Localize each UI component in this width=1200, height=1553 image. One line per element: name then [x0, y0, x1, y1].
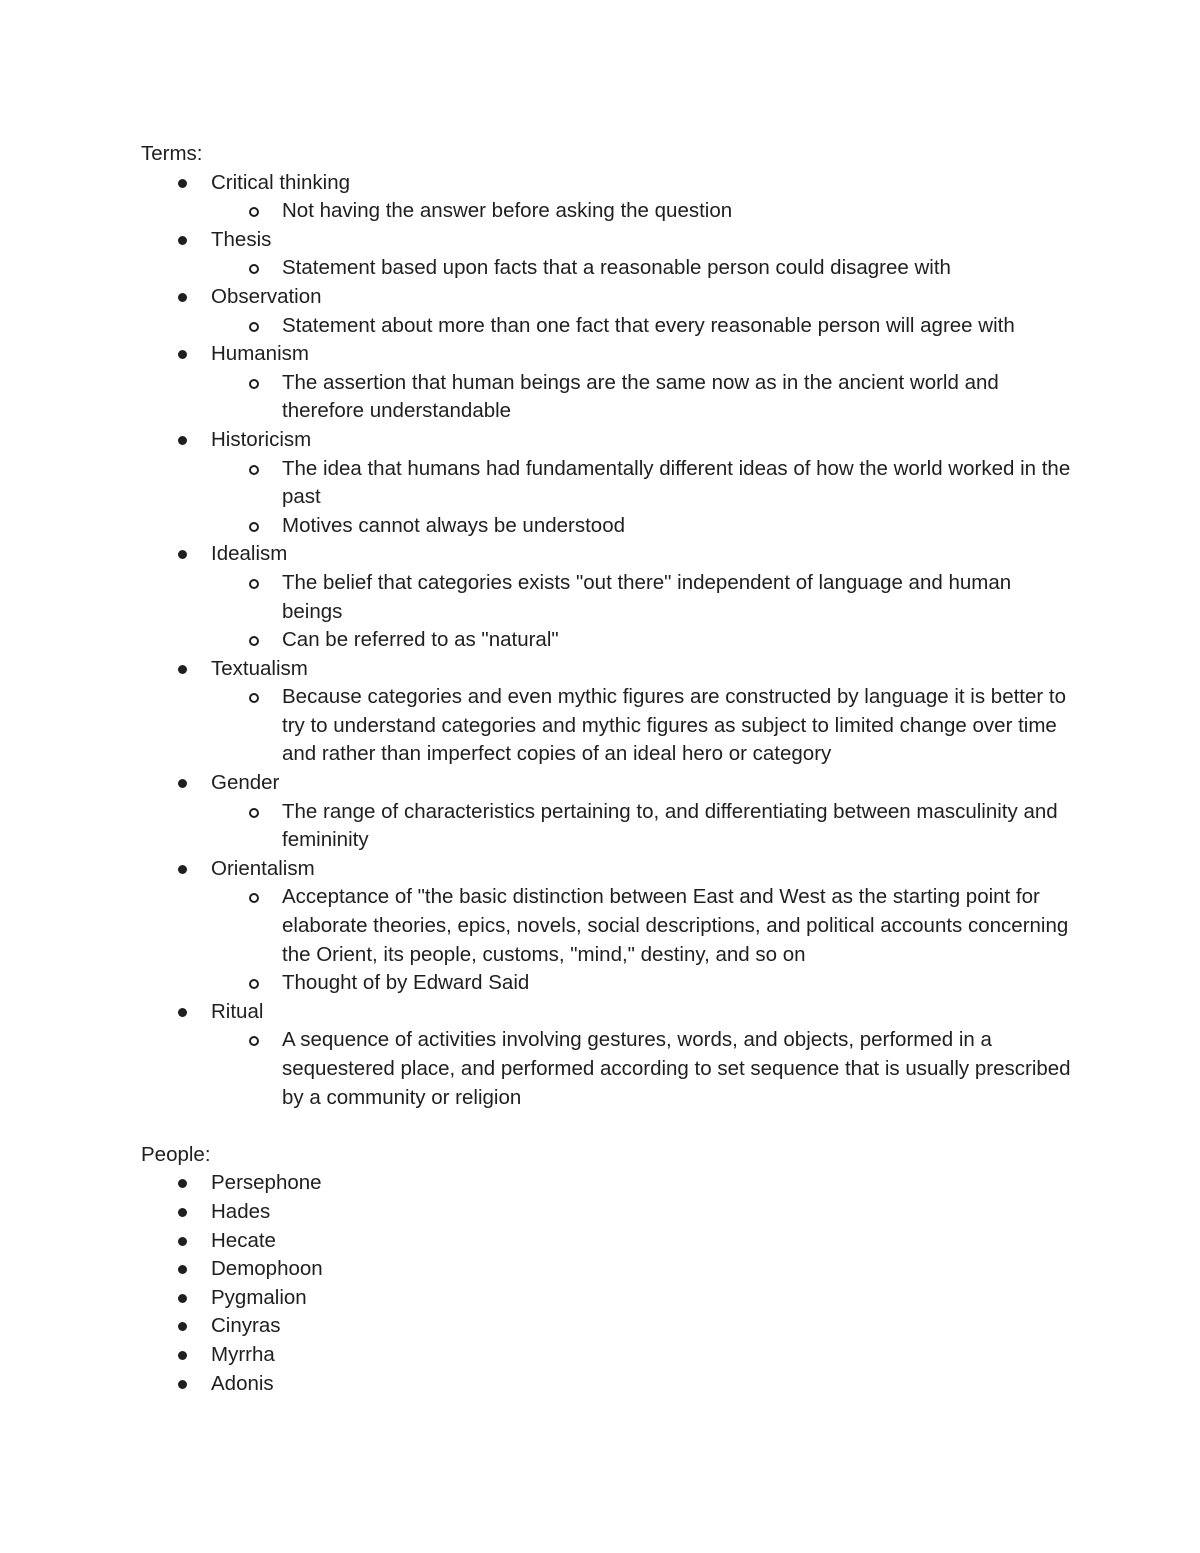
term-item — [141, 655, 1071, 769]
hollow-bullet-icon — [249, 465, 259, 475]
definition-item — [141, 969, 1071, 998]
hollow-bullet-icon — [249, 979, 259, 989]
bullet-icon — [178, 1265, 187, 1274]
term-item — [141, 769, 1071, 855]
definition-list — [211, 569, 1071, 655]
definition-list — [211, 683, 1071, 769]
term-label: Humanism — [211, 342, 309, 366]
bullet-icon — [178, 1179, 187, 1188]
definition-list — [211, 197, 1071, 226]
hollow-bullet-icon — [249, 579, 259, 589]
definition-list — [211, 798, 1071, 855]
definition-item — [141, 1026, 1071, 1112]
person-name: Adonis — [211, 1371, 274, 1395]
person-item — [141, 1198, 1071, 1227]
person-item — [141, 1312, 1071, 1341]
bullet-icon — [178, 350, 187, 359]
definition-text: Thought of by Edward Said — [282, 971, 530, 995]
term-item — [141, 283, 1071, 340]
person-item — [141, 1341, 1071, 1370]
definition-item — [141, 883, 1071, 969]
bullet-icon — [178, 550, 187, 559]
person-name: Demophoon — [211, 1257, 323, 1281]
definition-item — [141, 798, 1071, 855]
definition-text: The idea that humans had fundamentally different ideas of how the world worked in the past — [282, 456, 1071, 509]
hollow-bullet-icon — [249, 1036, 259, 1046]
term-label: Orientalism — [211, 856, 315, 880]
people-list — [141, 1169, 1071, 1398]
definition-item — [141, 369, 1071, 426]
definition-item — [141, 455, 1071, 512]
definition-list — [211, 883, 1071, 997]
term-label: Historicism — [211, 427, 312, 451]
hollow-bullet-icon — [249, 379, 259, 389]
definition-text: Because categories and even mythic figures are constructed by language it is better to try to understand categories and mythic figures as subject to limited change over time and rather than imperfect copies of an ideal hero or category — [282, 685, 1067, 766]
term-item — [141, 998, 1071, 1112]
term-label: Idealism — [211, 542, 288, 566]
definition-text: Statement based upon facts that a reasonable person could disagree with — [282, 256, 951, 280]
person-name: Cinyras — [211, 1314, 281, 1338]
person-name: Pygmalion — [211, 1285, 307, 1309]
terms-section — [141, 140, 1071, 1112]
term-label: Textualism — [211, 656, 308, 680]
definition-list — [211, 312, 1071, 341]
bullet-icon — [178, 779, 187, 788]
definition-list — [211, 369, 1071, 426]
definition-text: Motives cannot always be understood — [282, 513, 626, 537]
definition-item — [141, 512, 1071, 541]
bullet-icon — [178, 179, 187, 188]
terms-heading: Terms: — [141, 142, 203, 165]
bullet-icon — [178, 436, 187, 445]
definition-text: Statement about more than one fact that every reasonable person will agree with — [282, 313, 1015, 337]
definition-item — [141, 569, 1071, 626]
hollow-bullet-icon — [249, 264, 259, 274]
bullet-icon — [178, 1294, 187, 1303]
hollow-bullet-icon — [249, 322, 259, 332]
term-item — [141, 426, 1071, 540]
definition-text: Acceptance of "the basic distinction between East and West as the starting point for elaborate theories, epics, novels, social descriptions, and political accounts concerning the Orient, its people, customs, "mind," destiny, and so on — [282, 885, 1069, 966]
bullet-icon — [178, 865, 187, 874]
people-section — [141, 1141, 1071, 1398]
person-name: Persephone — [211, 1171, 322, 1195]
terms-list — [141, 169, 1071, 1113]
definition-text: The assertion that human beings are the same now as in the ancient world and therefore understandable — [282, 370, 999, 423]
person-name: Myrrha — [211, 1342, 275, 1366]
bullet-icon — [178, 1008, 187, 1017]
person-item — [141, 1227, 1071, 1256]
term-label: Gender — [211, 771, 280, 795]
definition-text: The range of characteristics pertaining to, and differentiating between masculinity and femininity — [282, 799, 1058, 852]
hollow-bullet-icon — [249, 636, 259, 646]
definition-list — [211, 1026, 1071, 1112]
definition-list — [211, 254, 1071, 283]
term-label: Observation — [211, 284, 322, 308]
person-item — [141, 1255, 1071, 1284]
bullet-icon — [178, 665, 187, 674]
hollow-bullet-icon — [249, 808, 259, 818]
term-item — [141, 169, 1071, 226]
definition-item — [141, 312, 1071, 341]
hollow-bullet-icon — [249, 522, 259, 532]
hollow-bullet-icon — [249, 893, 259, 903]
term-label: Thesis — [211, 227, 272, 251]
definition-item — [141, 626, 1071, 655]
definition-text: Can be referred to as "natural" — [282, 628, 559, 652]
bullet-icon — [178, 1351, 187, 1360]
document-content — [141, 140, 1071, 1398]
bullet-icon — [178, 1322, 187, 1331]
definition-item — [141, 254, 1071, 283]
bullet-icon — [178, 1380, 187, 1389]
hollow-bullet-icon — [249, 693, 259, 703]
people-heading: People: — [141, 1142, 211, 1166]
definition-text: Not having the answer before asking the question — [282, 199, 733, 223]
term-item — [141, 340, 1071, 426]
hollow-bullet-icon — [249, 207, 259, 217]
term-item — [141, 540, 1071, 654]
person-name: Hecate — [211, 1228, 276, 1252]
person-name: Hades — [211, 1199, 271, 1223]
term-item — [141, 855, 1071, 998]
bullet-icon — [178, 1237, 187, 1246]
term-label: Ritual — [211, 999, 264, 1023]
definition-text: A sequence of activities involving gestures, words, and objects, performed in a sequestered place, and performed according to set sequence that is usually prescribed by a community or religion — [282, 1028, 1071, 1109]
person-item — [141, 1169, 1071, 1198]
term-label: Critical thinking — [211, 170, 350, 194]
definition-list — [211, 455, 1071, 541]
definition-item — [141, 683, 1071, 769]
bullet-icon — [178, 236, 187, 245]
definition-text: The belief that categories exists "out there" independent of language and human beings — [282, 570, 1012, 623]
person-item — [141, 1370, 1071, 1399]
person-item — [141, 1284, 1071, 1313]
term-item — [141, 226, 1071, 283]
bullet-icon — [178, 293, 187, 302]
bullet-icon — [178, 1208, 187, 1217]
definition-item — [141, 197, 1071, 226]
